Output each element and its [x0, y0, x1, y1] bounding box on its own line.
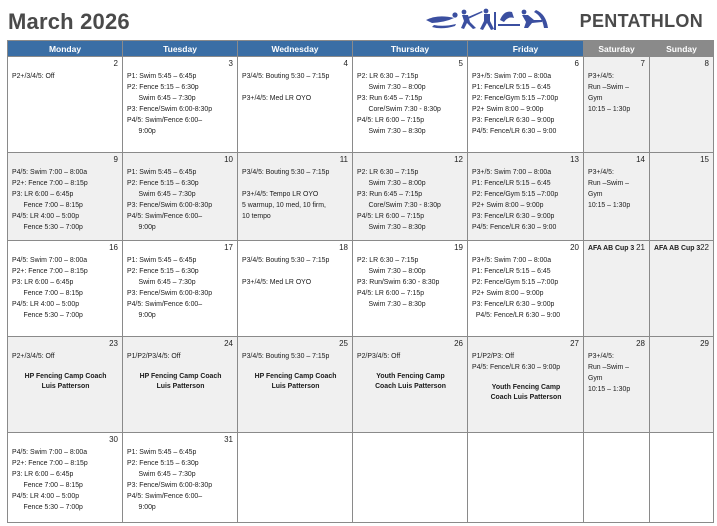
camp-event-line: HP Fencing Camp Coach [254, 373, 337, 381]
schedule-entry: Fence 5:30 – 7:00p [12, 504, 83, 512]
calendar-day-cell[interactable] [468, 241, 584, 337]
schedule-lines [650, 433, 713, 447]
schedule-entry: P3+/5: Swim 7:00 – 8:00a [472, 257, 552, 264]
day-number: 3 [228, 59, 233, 68]
schedule-lines [584, 433, 649, 447]
schedule-entry: P1: Swim 5:45 – 6:45p [127, 449, 197, 456]
schedule-lines [353, 241, 467, 310]
schedule-entry: P1: Fence/LR 5:15 – 6:45 [472, 84, 551, 92]
calendar-day-cell[interactable] [468, 153, 584, 241]
calendar-day-cell[interactable] [353, 337, 468, 433]
calendar-header [0, 0, 717, 40]
schedule-entry: P2+: Fence 7:00 – 8:15p [12, 268, 88, 276]
calendar-week-row [8, 337, 714, 433]
schedule-entry: Gym [588, 375, 603, 383]
camp-event-line: Youth Fencing Camp [491, 384, 561, 392]
calendar-week-row [8, 153, 714, 241]
calendar-day-cell[interactable] [650, 337, 714, 433]
schedule-entry: P2: LR 6:30 – 7:15p [357, 169, 419, 176]
camp-event-line: Youth Fencing Camp [376, 373, 445, 381]
schedule-entry: P4/5: Fence/LR 6:30 – 9:00 [472, 312, 561, 320]
schedule-entry: P3: Fence/LR 6:30 – 9:00p [472, 213, 555, 221]
day-number: 11 [339, 155, 348, 164]
schedule-entry: P4/5: LR 4:00 – 5:00p [12, 213, 80, 221]
calendar-day-cell[interactable] [353, 57, 468, 153]
schedule-entry: Fence 5:30 – 7:00p [12, 224, 83, 232]
schedule-entry: P3: Fence/Swim 6:00-8:30p [127, 202, 213, 210]
schedule-entry: P4/5: Swim/Fence 6:00– [127, 493, 203, 501]
schedule-entry: P3/4/5: Bouting 5:30 – 7:15p [242, 353, 330, 360]
schedule-entry: Core/Swim 7:30 - 8:30p [357, 202, 441, 210]
schedule-entry: P4/5: Fence/LR 6:30 – 9:00 [472, 224, 557, 232]
schedule-lines [468, 433, 583, 447]
schedule-entry: P1: Swim 5:45 – 6:45p [127, 73, 197, 80]
schedule-entry: P3: Fence/Swim 6:00-8:30p [127, 106, 213, 114]
camp-event-label [242, 372, 349, 391]
day-number: 25 [339, 339, 348, 348]
calendar-day-cell[interactable] [8, 337, 123, 433]
schedule-entry: P4/5: LR 4:00 – 5:00p [12, 493, 80, 501]
schedule-entry: P2/P3/4/5: Off [357, 353, 401, 360]
calendar-day-cell[interactable] [238, 241, 353, 337]
schedule-entry: 9:00p [127, 312, 156, 320]
schedule-lines [8, 433, 122, 514]
schedule-lines [238, 433, 352, 447]
weekday-header-thursday: Thursday [353, 41, 468, 57]
day-number: 20 [570, 243, 579, 252]
camp-event-line: Luis Patterson [156, 382, 205, 390]
calendar-day-cell[interactable] [584, 337, 650, 433]
schedule-entry: AFA AB Cup 3 [588, 245, 635, 252]
schedule-lines [468, 337, 583, 402]
calendar-day-cell[interactable] [468, 57, 584, 153]
schedule-lines [8, 337, 122, 391]
calendar-day-cell[interactable] [123, 153, 238, 241]
day-number: 16 [109, 243, 118, 252]
day-number: 4 [343, 59, 348, 68]
camp-event-label [357, 372, 464, 391]
schedule-entry: P3: LR 6:00 – 6:45p [12, 191, 74, 199]
schedule-lines [8, 57, 122, 82]
schedule-entry: P4/5: LR 4:00 – 5:00p [12, 301, 80, 309]
calendar-day-cell[interactable] [123, 241, 238, 337]
camp-event-line: Luis Patterson [41, 382, 90, 390]
calendar-day-cell[interactable] [123, 433, 238, 523]
day-number: 27 [570, 339, 579, 348]
schedule-entry: Swim 6:45 – 7:30p [127, 471, 196, 479]
schedule-lines [8, 241, 122, 322]
schedule-lines [123, 433, 237, 514]
schedule-lines [123, 57, 237, 138]
calendar-day-cell[interactable] [8, 153, 123, 241]
schedule-entry: P2: Fence/Gym 5:15 –7:00p [472, 191, 559, 199]
day-number: 13 [570, 155, 579, 164]
weekday-header-tuesday: Tuesday [123, 41, 238, 57]
calendar-day-cell[interactable] [584, 241, 650, 337]
schedule-entry: P2+: Fence 7:00 – 8:15p [12, 180, 88, 188]
schedule-entry: Gym [588, 95, 603, 103]
schedule-entry: P3+/4/5: [588, 353, 614, 360]
schedule-lines [238, 337, 352, 391]
schedule-entry: Swim 6:45 – 7:30p [127, 191, 196, 199]
day-number: 9 [113, 155, 118, 164]
schedule-lines [584, 57, 649, 115]
schedule-entry: P3+/5: Swim 7:00 – 8:00a [472, 73, 552, 80]
calendar-day-cell[interactable] [123, 57, 238, 153]
day-number: 19 [454, 243, 463, 252]
schedule-entry: 10 tempo [242, 213, 271, 221]
schedule-entry: P4/5: Swim 7:00 – 8:00a [12, 449, 88, 456]
schedule-lines [353, 433, 467, 447]
schedule-lines [353, 153, 467, 234]
schedule-entry: Run –Swim – [588, 364, 629, 372]
calendar-day-cell[interactable] [468, 433, 584, 523]
schedule-entry: P3: Fence/Swim 6:00-8:30p [127, 290, 213, 298]
camp-event-line: Coach Luis Patterson [490, 393, 562, 401]
day-number: 21 [636, 243, 645, 252]
schedule-entry: Swim 7:30 – 8:30p [357, 301, 426, 309]
schedule-entry: P2+ Swim 8:00 – 9:00p [472, 290, 544, 298]
schedule-entry: P3: Fence/LR 6:30 – 9:00p [472, 117, 555, 125]
day-number: 7 [640, 59, 645, 68]
calendar-day-cell[interactable] [468, 337, 584, 433]
calendar-week-row [8, 433, 714, 523]
schedule-entry: P3: Fence/LR 6:30 – 9:00p [472, 301, 555, 309]
calendar-day-cell[interactable] [650, 241, 714, 337]
schedule-entry: P3/4/5: Bouting 5:30 – 7:15p [242, 257, 330, 264]
day-number: 15 [700, 155, 709, 164]
schedule-entry: P4/5: Swim 7:00 – 8:00a [12, 169, 88, 176]
schedule-entry [242, 82, 349, 93]
schedule-entry: Fence 7:00 – 8:15p [12, 202, 83, 210]
camp-event-label [472, 383, 580, 402]
schedule-lines [238, 57, 352, 104]
day-number: 8 [704, 59, 709, 68]
schedule-entry: 9:00p [127, 128, 156, 136]
schedule-lines [468, 241, 583, 322]
calendar-day-cell[interactable] [353, 241, 468, 337]
day-number: 24 [224, 339, 233, 348]
weekday-header-monday: Monday [8, 41, 123, 57]
calendar-grid [7, 40, 714, 523]
schedule-entry: P3+/4/5: [588, 169, 614, 176]
schedule-entry: Gym [588, 191, 603, 199]
camp-event-line: HP Fencing Camp Coach [24, 373, 107, 381]
camp-event-line: HP Fencing Camp Coach [139, 373, 222, 381]
schedule-entry [242, 178, 349, 189]
schedule-entry: Swim 7:30 – 8:00p [357, 84, 426, 92]
schedule-entry: P1/P2/P3/4/5: Off [127, 353, 181, 360]
schedule-entry [242, 266, 349, 277]
calendar-day-cell[interactable] [8, 433, 123, 523]
schedule-entry: P1/P2/P3: Off [472, 353, 515, 360]
day-number: 5 [458, 59, 463, 68]
calendar-day-cell[interactable] [650, 57, 714, 153]
schedule-lines [353, 57, 467, 138]
schedule-entry: Fence 7:00 – 8:15p [12, 290, 83, 298]
schedule-entry: Swim 7:30 – 8:00p [357, 268, 426, 276]
schedule-entry: P3: LR 6:00 – 6:45p [12, 279, 74, 287]
day-number: 23 [109, 339, 118, 348]
schedule-entry: Core/Swim 7:30 - 8:30p [357, 106, 441, 114]
schedule-lines [8, 153, 122, 234]
schedule-lines [468, 153, 583, 234]
schedule-entry: 10:15 – 1:30p [588, 386, 631, 394]
schedule-entry: P3+/4/5: Med LR OYO [242, 95, 312, 103]
day-number: 17 [224, 243, 233, 252]
calendar-week-row [8, 57, 714, 153]
calendar-week-row [8, 241, 714, 337]
schedule-entry: Swim 6:45 – 7:30p [127, 279, 196, 287]
schedule-entry: P2: LR 6:30 – 7:15p [357, 73, 419, 80]
calendar-day-cell[interactable] [584, 153, 650, 241]
schedule-entry: P3/4/5: Bouting 5:30 – 7:15p [242, 73, 330, 80]
calendar-day-cell[interactable] [650, 433, 714, 523]
schedule-entry: 5 warmup, 10 med, 10 firm, [242, 202, 326, 210]
schedule-entry: P2+/3/4/5: Off [12, 353, 55, 360]
day-number: 18 [339, 243, 348, 252]
calendar-day-cell[interactable] [353, 433, 468, 523]
schedule-entry: P2+ Swim 8:00 – 9:00p [472, 202, 544, 210]
schedule-entry: P2+ Swim 8:00 – 9:00p [472, 106, 544, 114]
calendar-day-cell[interactable] [353, 153, 468, 241]
calendar-day-cell[interactable] [123, 337, 238, 433]
day-number: 10 [224, 155, 233, 164]
day-number: 28 [636, 339, 645, 348]
calendar-day-cell[interactable] [584, 57, 650, 153]
day-number: 14 [636, 155, 645, 164]
brand-name: PENTATHLON [579, 11, 703, 31]
schedule-entry: P2: Fence/Gym 5:15 –7:00p [472, 95, 559, 103]
calendar-day-cell[interactable] [238, 433, 353, 523]
schedule-entry: Run –Swim – [588, 84, 629, 92]
schedule-entry: P3+/5: Swim 7:00 – 8:00a [472, 169, 552, 176]
schedule-entry: P2: Fence 5:15 – 6:30p [127, 84, 199, 92]
schedule-entry: Fence 7:00 – 8:15p [12, 482, 83, 490]
camp-event-line: Luis Patterson [271, 382, 320, 390]
schedule-entry: Swim 7:30 – 8:00p [357, 180, 426, 188]
schedule-lines [123, 153, 237, 234]
schedule-entry: P2+: Fence 7:00 – 8:15p [12, 460, 88, 468]
calendar-day-cell[interactable] [238, 57, 353, 153]
schedule-entry: P3: Run 6:45 – 7:15p [357, 191, 423, 199]
day-number: 22 [700, 243, 709, 252]
schedule-entry: P2: Fence/Gym 5:15 –7:00p [472, 279, 559, 287]
day-number: 29 [700, 339, 709, 348]
schedule-entry: P3: Run 6:45 – 7:15p [357, 95, 423, 103]
calendar-day-cell[interactable] [8, 241, 123, 337]
schedule-entry: P4/5: Fence/LR 6:30 – 9:00 [472, 128, 557, 136]
day-number: 30 [109, 435, 118, 444]
schedule-entry: P3+/4/5: [588, 73, 614, 80]
month-title: March 2026 [8, 9, 130, 34]
schedule-entry: P1: Fence/LR 5:15 – 6:45 [472, 268, 551, 276]
schedule-entry: P3: Fence/Swim 6:00-8:30p [127, 482, 213, 490]
weekday-header-friday: Friday [468, 41, 584, 57]
schedule-lines [238, 241, 352, 288]
schedule-entry: P4/5: Fence/LR 6:30 – 9:00p [472, 364, 561, 372]
schedule-entry: 10:15 – 1:30p [588, 106, 631, 114]
schedule-entry: P4/5: Swim/Fence 6:00– [127, 301, 203, 309]
day-number: 12 [454, 155, 463, 164]
schedule-entry: P4/5: LR 6:00 – 7:15p [357, 213, 425, 221]
schedule-entry: P1: Fence/LR 5:15 – 6:45 [472, 180, 551, 188]
schedule-entry: Swim 7:30 – 8:30p [357, 128, 426, 136]
schedule-lines [353, 337, 467, 391]
calendar-day-cell[interactable] [238, 153, 353, 241]
schedule-entry: P4/5: Swim/Fence 6:00– [127, 117, 203, 125]
calendar-day-cell[interactable] [8, 57, 123, 153]
day-number: 31 [224, 435, 233, 444]
schedule-entry: 9:00p [127, 504, 156, 512]
schedule-entry: P2: Fence 5:15 – 6:30p [127, 460, 199, 468]
schedule-entry: P2: Fence 5:15 – 6:30p [127, 180, 199, 188]
schedule-entry: Swim 7:30 – 8:30p [357, 224, 426, 232]
schedule-entry: AFA AB Cup 3 [654, 245, 701, 252]
schedule-entry: P4/5: LR 6:00 – 7:15p [357, 290, 425, 298]
schedule-entry: 10:15 – 1:30p [588, 202, 631, 210]
schedule-entry: P3+/4/5: Tempo LR OYO [242, 191, 319, 199]
schedule-entry: P3: Run/Swim 6:30 - 8:30p [357, 279, 440, 287]
schedule-entry: P2: Fence 5:15 – 6:30p [127, 268, 199, 276]
schedule-lines [238, 153, 352, 222]
schedule-lines [123, 241, 237, 322]
weekday-header-wednesday: Wednesday [238, 41, 353, 57]
schedule-lines [468, 57, 583, 138]
schedule-entry: 9:00p [127, 224, 156, 232]
day-number: 2 [113, 59, 118, 68]
schedule-entry: Swim 6:45 – 7:30p [127, 95, 196, 103]
schedule-entry: P4/5: LR 6:00 – 7:15p [357, 117, 425, 125]
calendar-day-cell[interactable] [584, 433, 650, 523]
schedule-entry: P2: LR 6:30 – 7:15p [357, 257, 419, 264]
day-number: 6 [574, 59, 579, 68]
calendar-day-cell[interactable] [238, 337, 353, 433]
camp-event-label [12, 372, 119, 391]
calendar-day-cell[interactable] [650, 153, 714, 241]
schedule-entry: P1: Swim 5:45 – 6:45p [127, 257, 197, 264]
schedule-entry: P4/5: Swim 7:00 – 8:00a [12, 257, 88, 264]
camp-event-label [127, 372, 234, 391]
day-number: 26 [454, 339, 463, 348]
schedule-entry: P3+/4/5: Med LR OYO [242, 279, 312, 287]
weekday-header-sunday: Sunday [650, 41, 714, 57]
camp-event-line: Coach Luis Patterson [375, 382, 446, 390]
schedule-lines [123, 337, 237, 391]
schedule-entry: P2+/3/4/5: Off [12, 73, 55, 80]
schedule-entry: P3: LR 6:00 – 6:45p [12, 471, 74, 479]
weekday-header-saturday: Saturday [584, 41, 650, 57]
schedule-lines [650, 57, 713, 71]
schedule-entry: Run –Swim – [588, 180, 629, 188]
schedule-entry: P1: Swim 5:45 – 6:45p [127, 169, 197, 176]
schedule-entry: P3/4/5: Bouting 5:30 – 7:15p [242, 169, 330, 176]
pentathlon-pictogram-logo [424, 6, 552, 32]
weekday-header-row [8, 41, 714, 57]
schedule-entry: Fence 5:30 – 7:00p [12, 312, 83, 320]
schedule-entry: P4/5: Swim/Fence 6:00– [127, 213, 203, 221]
